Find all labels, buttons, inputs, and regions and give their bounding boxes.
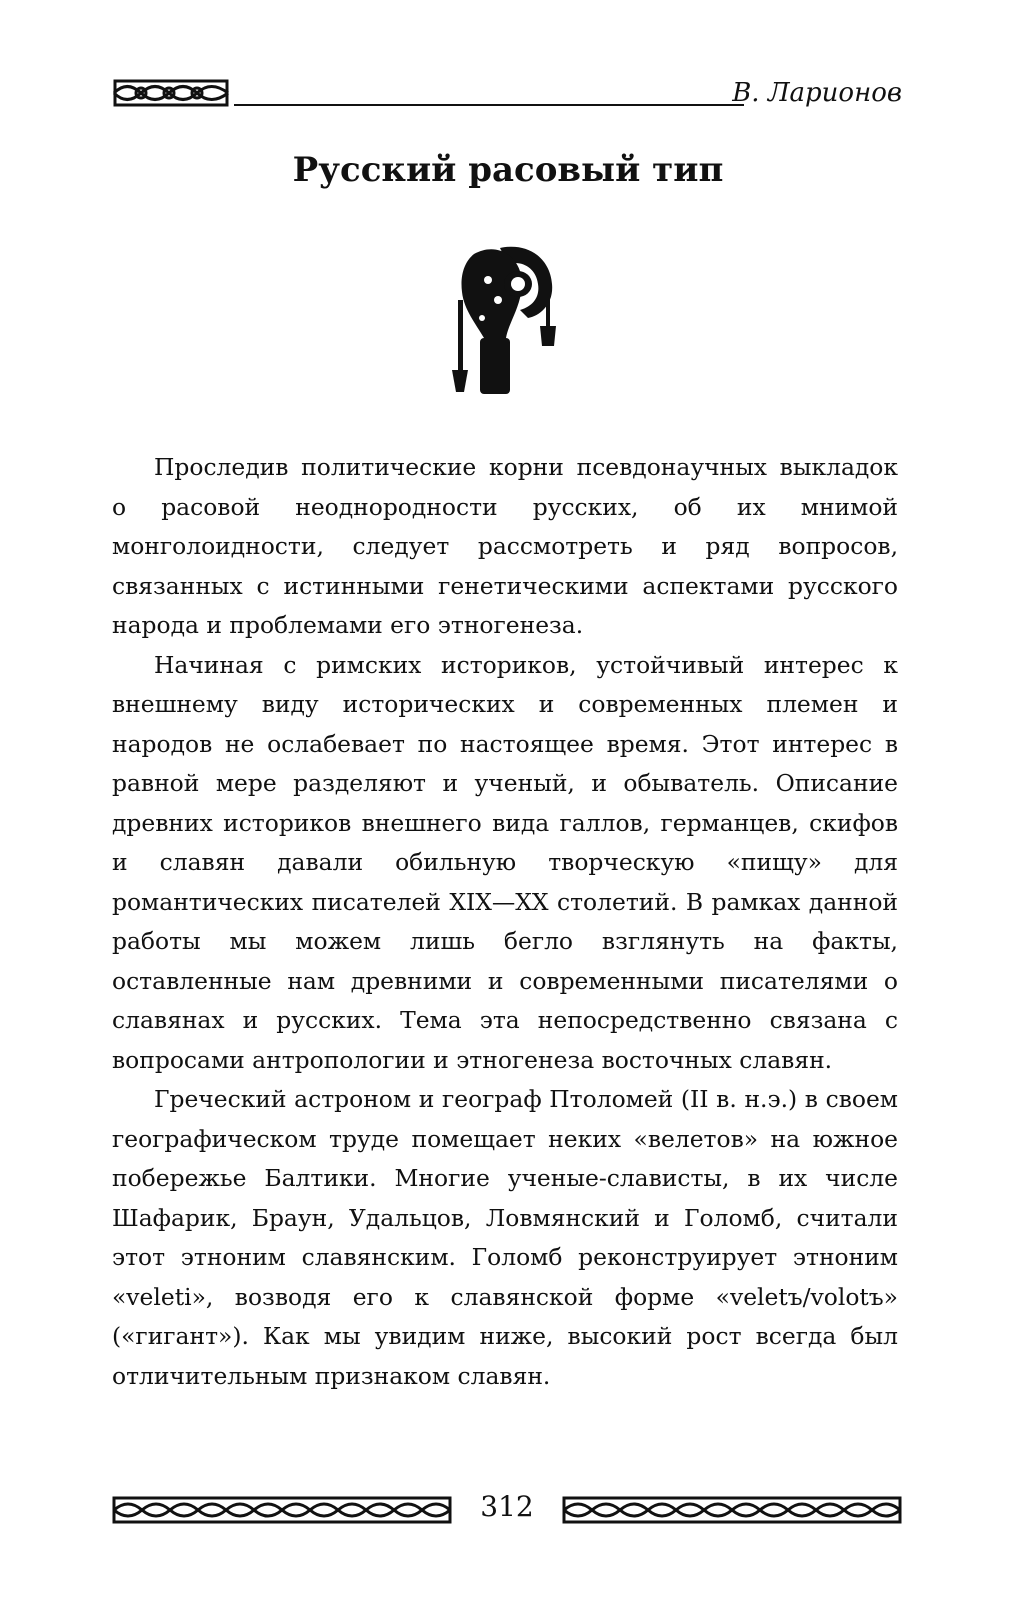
traditional-figure-emblem-icon (440, 240, 560, 400)
chapter-title: Русский расовый тип (292, 150, 724, 190)
paragraph-3: Греческий астроном и географ Птоломей (II в. н.э.) в своем географическом труде помещает неких «велетов» на южное побережье Балтики. Многие ученые-слависты, в их числе Шафарик, Браун, Удальцов, Ловмянский и Голомб, считали этот этноним славянским. Голомб реконструирует этноним «veleti», возводя его к славянской форме «veletъ/volotъ» («гигант»). Как мы увидим ниже, высокий рост всегда был отличительным признаком славян. (112, 1085, 898, 1390)
knot-ornament-border-icon (112, 1496, 452, 1524)
knot-ornament-border-icon (562, 1496, 902, 1524)
knot-ornament-icon (112, 78, 230, 108)
header-rule (234, 104, 744, 106)
page-number: 312 (480, 1490, 534, 1523)
running-header (112, 72, 902, 112)
paragraph-2: Начиная с римских историков, устойчивый интерес к внешнему виду исторических и современных племен и народов не ослабевает по настоящее время. Этот интерес в равной мере разделяют и ученый, и обыватель. Описание древних историков внешнего вида галлов, германцев, скифов и славян давали обильную творческую «пищу» для романтических писателей XIX—XX столетий. В рамках данной работы мы можем лишь бегло взглянуть на факты, оставленные нам древними и современными писателями о славянах и русских. Тема эта непосредственно связана с вопросами антропологии и этногенеза восточных славян. (112, 650, 898, 1074)
running-header-author: В. Ларионов (732, 78, 902, 108)
article-body (112, 448, 898, 1396)
paragraph-1: Проследив политические корни псевдонаучных выкладок о расовой неоднородности русских, об их мнимой монголоидности, следует рассмотреть и ряд вопросов, связанных с истинными генетическими аспектами русского народа и проблемами его этногенеза. (112, 453, 898, 639)
page-footer (112, 1490, 902, 1530)
